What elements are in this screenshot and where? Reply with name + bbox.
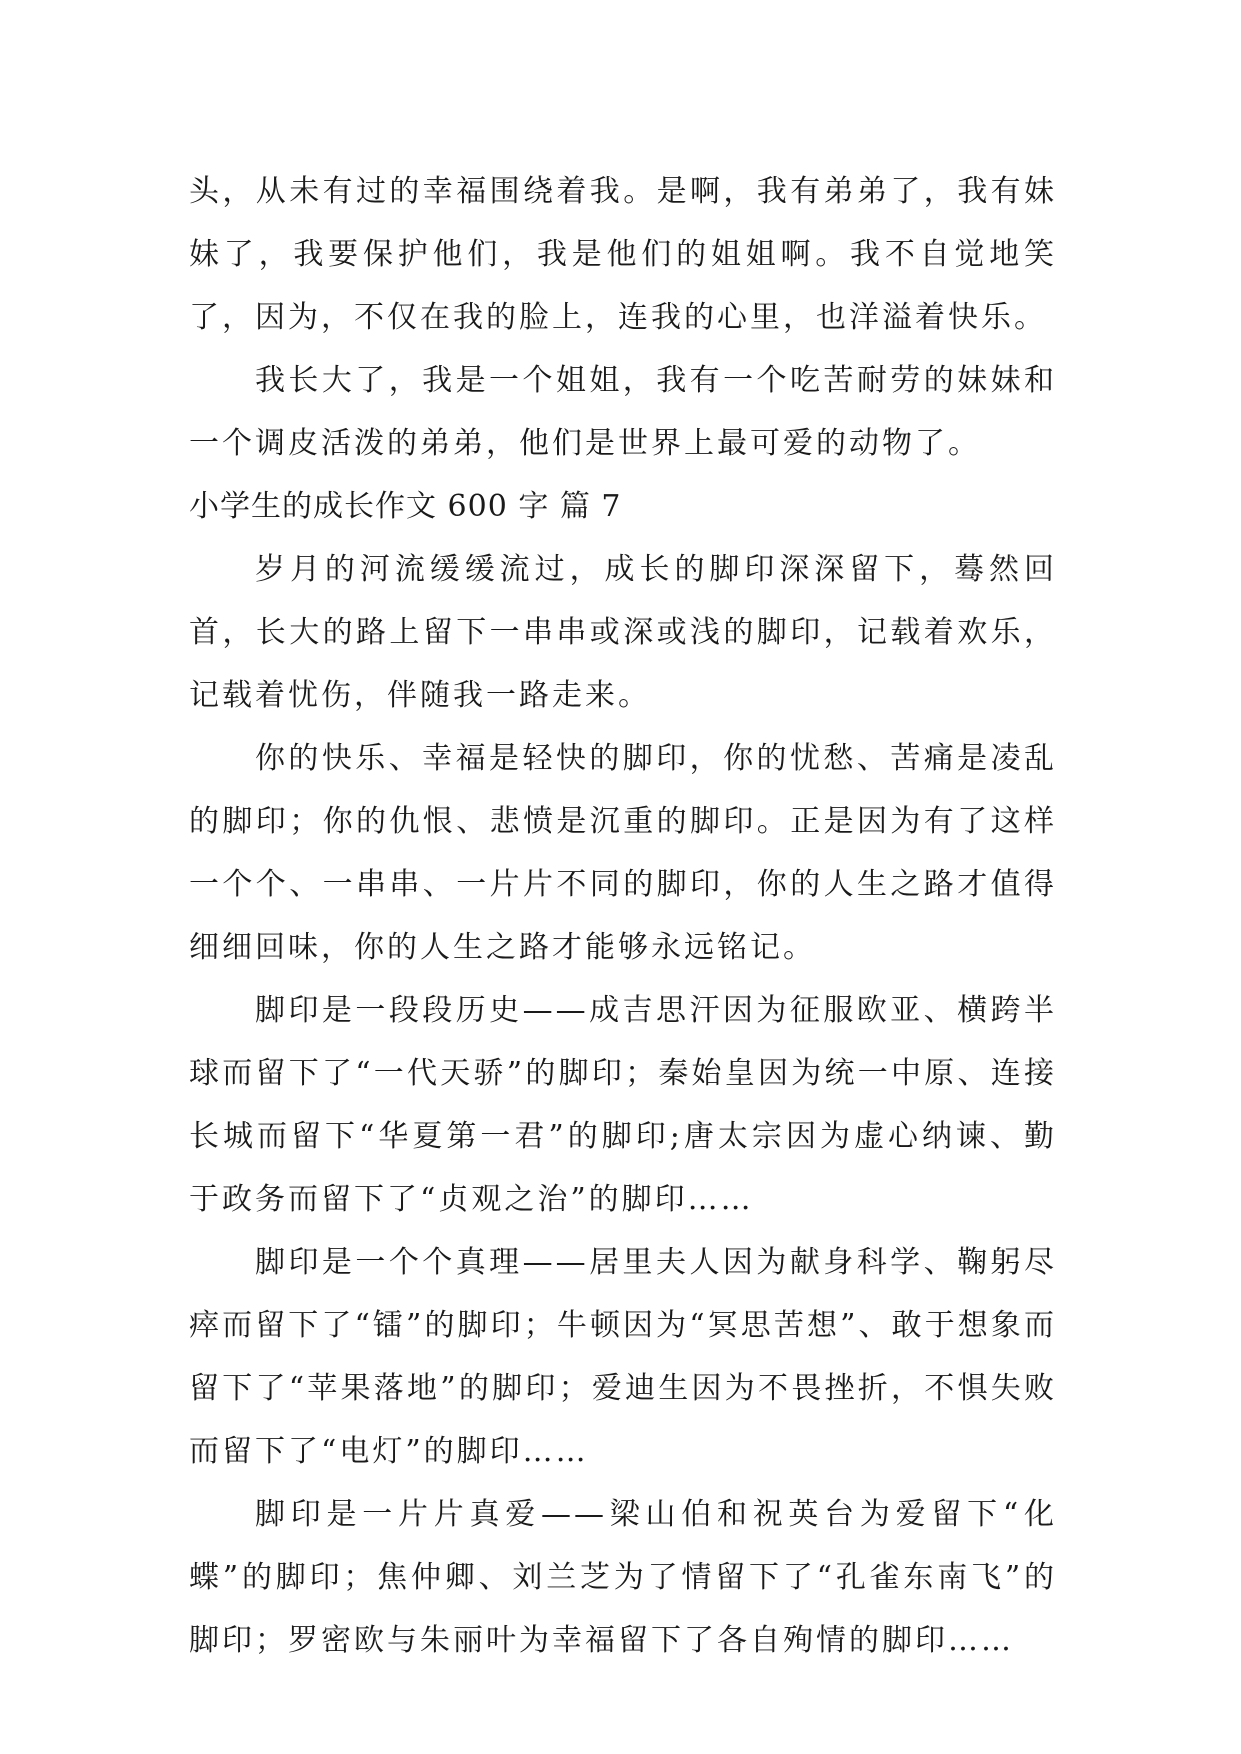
- document-body: [189, 160, 1057, 1672]
- section-heading: 小学生的成长作文 600 字 篇 7: [189, 489, 622, 524]
- paragraph-footprints-history: 脚印是一段段历史——成吉思汗因为征服欧亚、横跨半球而留下了“一代天骄”的脚印；秦始皇因为统一中原、连接长城而留下“华夏第一君”的脚印;唐太宗因为虚心纳谏、勤于政务而留下了“贞观之治”的脚印……: [189, 993, 1057, 1217]
- paragraph-footprints-love: 脚印是一片片真爱——梁山伯和祝英台为爱留下“化蝶”的脚印；焦仲卿、刘兰芝为了情留下了“孔雀东南飞”的脚印；罗密欧与朱丽叶为幸福留下了各自殉情的脚印……: [189, 1497, 1057, 1658]
- paragraph-happiness-ending: 头，从未有过的幸福围绕着我。是啊，我有弟弟了，我有妹妹了，我要保护他们，我是他们的姐姐啊。我不自觉地笑了，因为，不仅在我的脸上，连我的心里，也洋溢着快乐。: [189, 174, 1057, 335]
- paragraph-big-sister: 我长大了，我是一个姐姐，我有一个吃苦耐劳的妹妹和一个调皮活泼的弟弟，他们是世界上最可爱的动物了。: [189, 363, 1057, 461]
- paragraph-footprints-truth: 脚印是一个个真理——居里夫人因为献身科学、鞠躬尽瘁而留下了“镭”的脚印；牛顿因为“冥思苦想”、敢于想象而留下了“苹果落地”的脚印；爱迪生因为不畏挫折，不惧失败而留下了“电灯”的脚印……: [189, 1245, 1057, 1469]
- paragraph-kinds-of-footprints: 你的快乐、幸福是轻快的脚印，你的忧愁、苦痛是凌乱的脚印；你的仇恨、悲愤是沉重的脚印。正是因为有了这样一个个、一串串、一片片不同的脚印，你的人生之路才值得细细回味，你的人生之路才能够永远铭记。: [189, 741, 1057, 965]
- paragraph-river-of-years: 岁月的河流缓缓流过，成长的脚印深深留下，蓦然回首，长大的路上留下一串串或深或浅的脚印，记载着欢乐，记载着忧伤，伴随我一路走来。: [189, 552, 1057, 713]
